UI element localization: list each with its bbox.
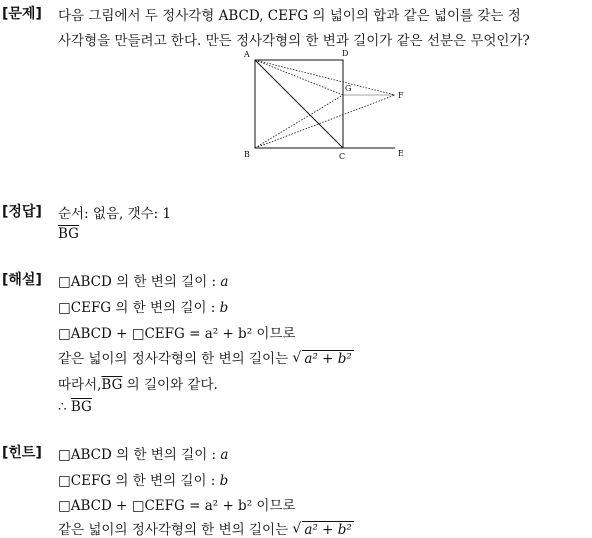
explanation-line-3: □ABCD + □CEFG = a² + b² 이므로 [58, 326, 296, 342]
hint-tag: [힌트] [2, 445, 42, 461]
hint-line-1: □ABCD 의 한 변의 길이 : a [58, 447, 229, 463]
label-g: G [345, 84, 352, 93]
segment-bf [255, 95, 395, 148]
label-f: F [398, 91, 404, 100]
answer-line-1: 순서: 없음, 갯수: 1 [58, 206, 172, 222]
label-b: B [244, 150, 250, 159]
segment-bg [255, 95, 343, 148]
explanation-line-2: □CEFG 의 한 변의 길이 : b [58, 300, 229, 316]
answer-tag: [정답] [2, 204, 42, 220]
hint-line-2: □CEFG 의 한 변의 길이 : b [58, 473, 229, 489]
hint-line-4: 같은 넓이의 정사각형의 한 변의 길이는 √ a² + b² [58, 518, 354, 538]
explanation-line-5: 따라서$,\overline{BG}$ 의 길이와 같다. [58, 377, 218, 393]
geometry-figure [238, 46, 413, 162]
explanation-line-1: □ABCD 의 한 변의 길이 : a [58, 274, 229, 290]
problem-tag: [문제] [2, 6, 42, 22]
segment-ac [255, 60, 343, 148]
label-c: C [339, 152, 346, 161]
problem-line-2: 사각형을 만들려고 한다. 만든 정사각형의 한 변과 길이가 같은 선분은 무엇인가? [58, 33, 530, 49]
explanation-line-6: ∴ $\overline{BG}$ [58, 399, 92, 415]
segment-ag [255, 60, 343, 95]
segment-af [255, 60, 395, 95]
explanation-line-4: 같은 넓이의 정사각형의 한 변의 길이는 √ a² + b² [58, 347, 354, 367]
label-d: D [342, 49, 349, 58]
problem-line-1: 다음 그림에서 두 정사각형 ABCD, CEFG 의 넓이의 합과 같은 넓이를 갖는 정 [58, 8, 521, 24]
answer-segment: $\overline{BG}$ [58, 226, 79, 242]
sqrt-expression: √ a² + b² [292, 351, 353, 367]
explanation-tag: [해설] [2, 272, 42, 288]
hint-line-3: □ABCD + □CEFG = a² + b² 이므로 [58, 498, 296, 514]
label-e: E [398, 149, 404, 158]
sqrt-expression: √ a² + b² [292, 522, 353, 538]
label-a: A [244, 50, 250, 59]
